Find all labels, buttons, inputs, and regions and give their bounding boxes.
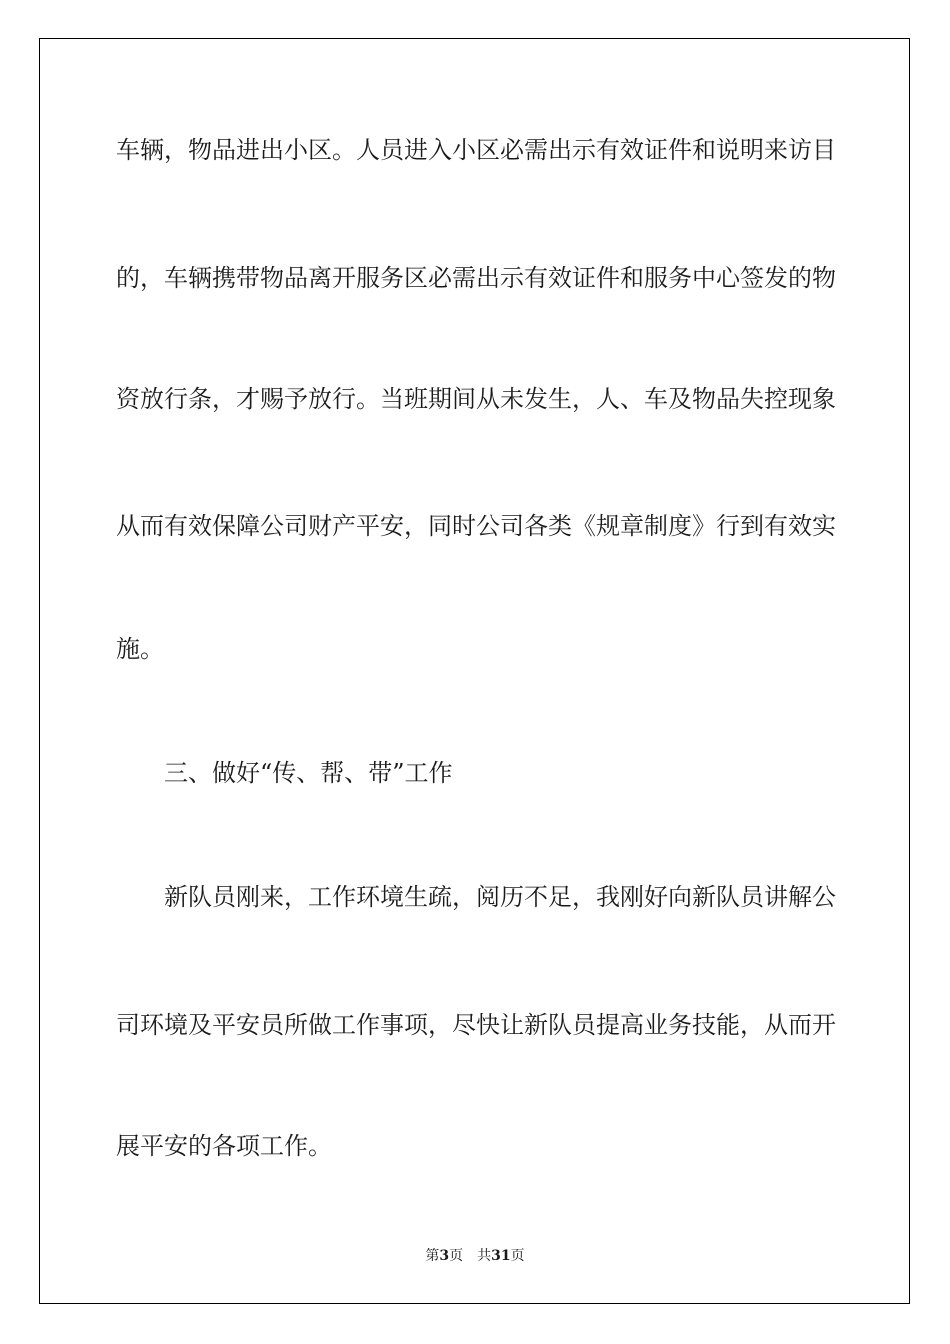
body-line-8: 司环境及平安员所做工作事项，尽快让新队员提高业务技能，从而开: [116, 1011, 836, 1039]
page-suffix: 页: [449, 1248, 464, 1264]
body-line-9: 展平安的各项工作。: [116, 1132, 332, 1160]
body-line-3: 资放行条，才赐予放行。当班期间从未发生，人、车及物品失控现象: [116, 385, 836, 413]
body-line-5: 施。: [116, 635, 164, 663]
section-heading: 三、做好“传、帮、带”工作: [164, 759, 453, 787]
total-pages: 31: [491, 1248, 511, 1264]
body-line-4: 从而有效保障公司财产平安，同时公司各类《规章制度》行到有效实: [116, 512, 836, 540]
body-line-1: 车辆，物品进出小区。人员进入小区必需出示有效证件和说明来访目: [116, 136, 836, 164]
page-border: [39, 38, 910, 1304]
total-suffix: 页: [510, 1248, 525, 1264]
page-prefix: 第: [425, 1248, 440, 1264]
body-line-7: 新队员刚来，工作环境生疏，阅历不足，我刚好向新队员讲解公: [164, 883, 836, 911]
body-line-2: 的，车辆携带物品离开服务区必需出示有效证件和服务中心签发的物: [116, 264, 836, 292]
page-number: 3: [439, 1248, 450, 1264]
total-prefix: 共: [477, 1248, 492, 1264]
page-footer: [0, 1246, 950, 1266]
